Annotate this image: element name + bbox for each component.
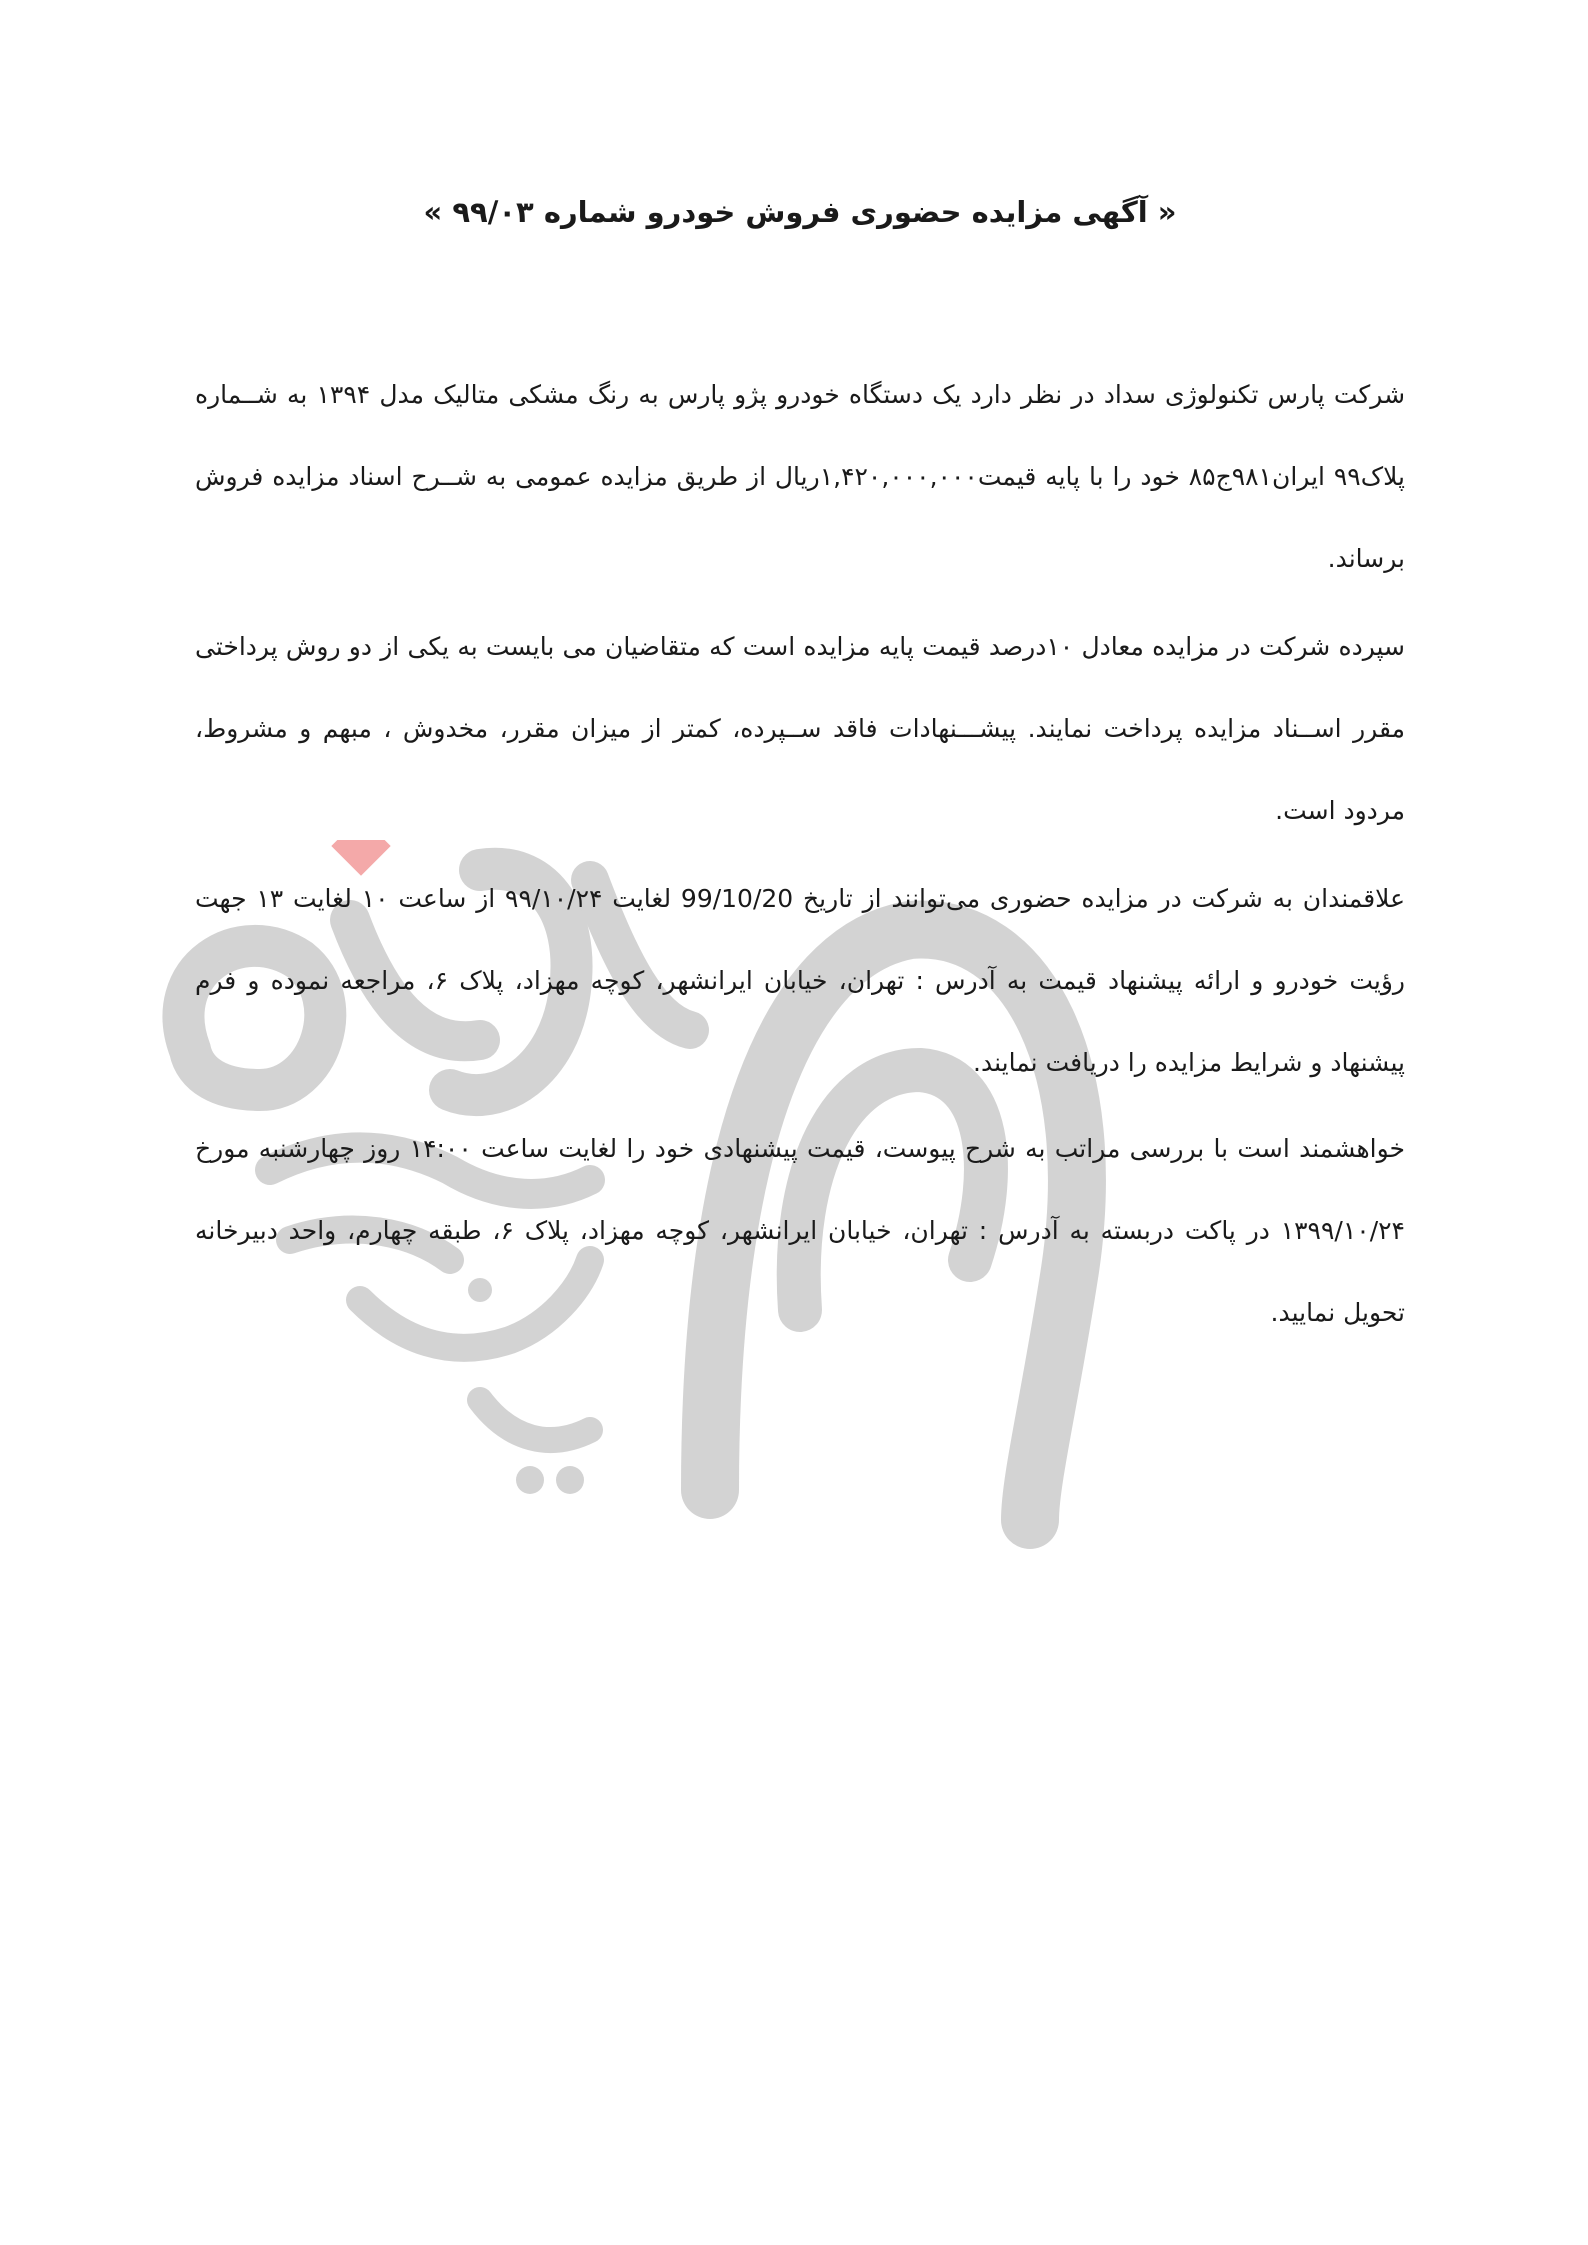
- notice-paragraph-3: علاقمندان به شرکت در مزایده حضوری می‌توانند از تاریخ 99/10/20 لغایت ۹۹/۱۰/۲۴ از ساعت ۱۰ لغایت ۱۳ جهت رؤیت خودرو و ارائه پیشنهاد قیمت به آدرس : تهران، خیابان ایرانشهر، کوچه مهزاد، پلاک ۶، مراجعه نموده و فرم پیشنهاد و شرایط مزایده را دریافت نمایند.: [195, 884, 1405, 1077]
- notice-title: « آگهی مزایده حضوری فروش خودرو شماره ۹۹/۰۳ »: [423, 195, 1177, 229]
- notice-body: [195, 195, 1405, 1360]
- notice-paragraph-2: سپرده شرکت در مزایده معادل ۱۰درصد قیمت پایه مزایده است که متقاضیان می بایست به یکی از دو روش پرداختی مقرر اســناد مزایده پرداخت نمایند. پیشـــنهادات فاقد ســپرده، کمتر از میزان مقرر، مخدوش ، مبهم و مشروط، مردود است.: [195, 632, 1405, 825]
- notice-paragraph-4: خواهشمند است با بررسی مراتب به شرح پیوست، قیمت پیشنهادی خود را لغایت ساعت ۱۴:۰۰ روز چهارشنبه مورخ ۱۳۹۹/۱۰/۲۴ در پاکت دربسته به آدرس : تهران، خیابان ایرانشهر، کوچه مهزاد، پلاک ۶، طبقه چهارم، واحد دبیرخانه تحویل نمایید.: [195, 1134, 1405, 1327]
- notice-paragraph-1: شرکت پارس تکنولوژی سداد در نظر دارد یک دستگاه خودرو پژو پارس به رنگ مشکی متالیک مدل ۱۳۹۴ به شــماره پلاک۹۹ ایران۹۸۱ج۸۵ خود را با پایه قیمت۱,۴۲۰,۰۰۰,۰۰۰ریال از طریق مزایده عمومی به شــرح اسناد مزایده فروش برساند.: [195, 380, 1406, 573]
